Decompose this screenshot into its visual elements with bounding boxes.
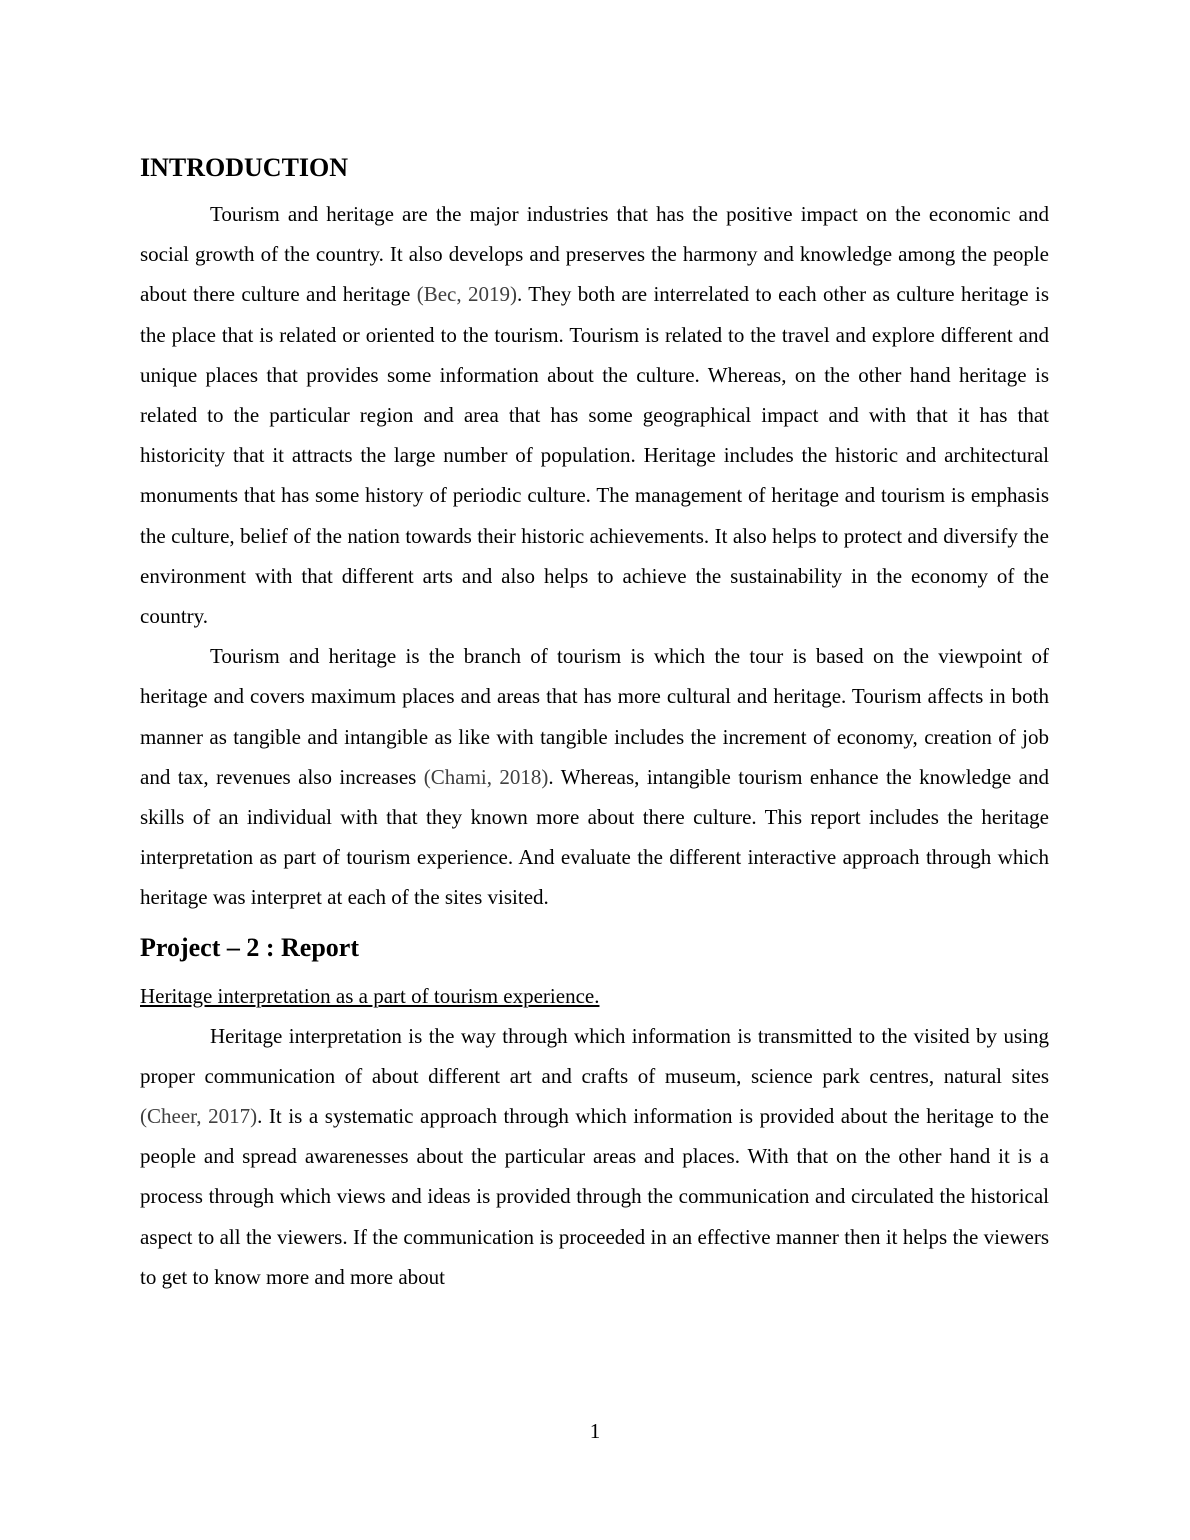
paragraph-text: . They both are interrelated to each other as culture heritage is the place that is related or oriented to the tourism. Tourism is related to the travel and explore different and unique places that provides some information about the culture. Whereas, on the other hand heritage is related to the particular region and area that has some geographical impact and with that it has that historicity that it attracts the large number of population. Heritage includes the historic and architectural monuments that has some history of periodic culture. The management of heritage and tourism is emphasis the culture, belief of the nation towards their historic achievements. It also helps to protect and diversify the environment with that different arts and also helps to achieve the sustainability in the economy of the country. <box>140 282 1049 629</box>
introduction-heading: INTRODUCTION <box>140 153 349 182</box>
paragraph-text: Tourism and heritage are the major industries that has the positive impact on the economic and social growth of the country. It also develops and preserves the harmony and knowledge among the people about there culture and heritage <box>140 202 1049 307</box>
introduction-paragraph-2 <box>140 636 1049 917</box>
citation: (Chami, 2018) <box>423 764 549 789</box>
introduction-paragraph-1 <box>140 194 1049 636</box>
document-page <box>140 148 1049 1297</box>
paragraph-text: Heritage interpretation is the way through which information is transmitted to the visited by using proper communication of about different art and crafts of museum, science park centres, natural sites <box>140 1023 1049 1088</box>
paragraph-text: Tourism and heritage is the branch of tourism is which the tour is based on the viewpoint of heritage and covers maximum places and areas that has more cultural and heritage. Tourism affects in both manner as tangible and intangible as like with tangible includes the increment of economy, creation of job and tax, revenues also increases <box>140 644 1049 789</box>
page-number: 1 <box>589 1419 601 1443</box>
citation: (Cheer, 2017) <box>140 1104 258 1129</box>
section-subheading: Heritage interpretation as a part of tourism experience. <box>140 983 600 1008</box>
project-paragraph-1 <box>140 1016 1049 1297</box>
paragraph-text: . Whereas, intangible tourism enhance the knowledge and skills of an individual with that they known more about there culture. This report includes the heritage interpretation as part of tourism experience. And evaluate the different interactive approach through which heritage was interpret at each of the sites visited. <box>140 764 1050 910</box>
citation: (Bec, 2019) <box>416 282 517 307</box>
project-heading: Project – 2 : Report <box>140 932 359 962</box>
paragraph-text: . It is a systematic approach through which information is provided about the heritage to the people and spread awarenesses about the particular areas and places. With that on the other hand it is a process through which views and ideas is provided through the communication and circulated the historical aspect to all the viewers. If the communication is proceeded in an effective manner then it helps the viewers to get to know more and more about <box>140 1104 1049 1289</box>
